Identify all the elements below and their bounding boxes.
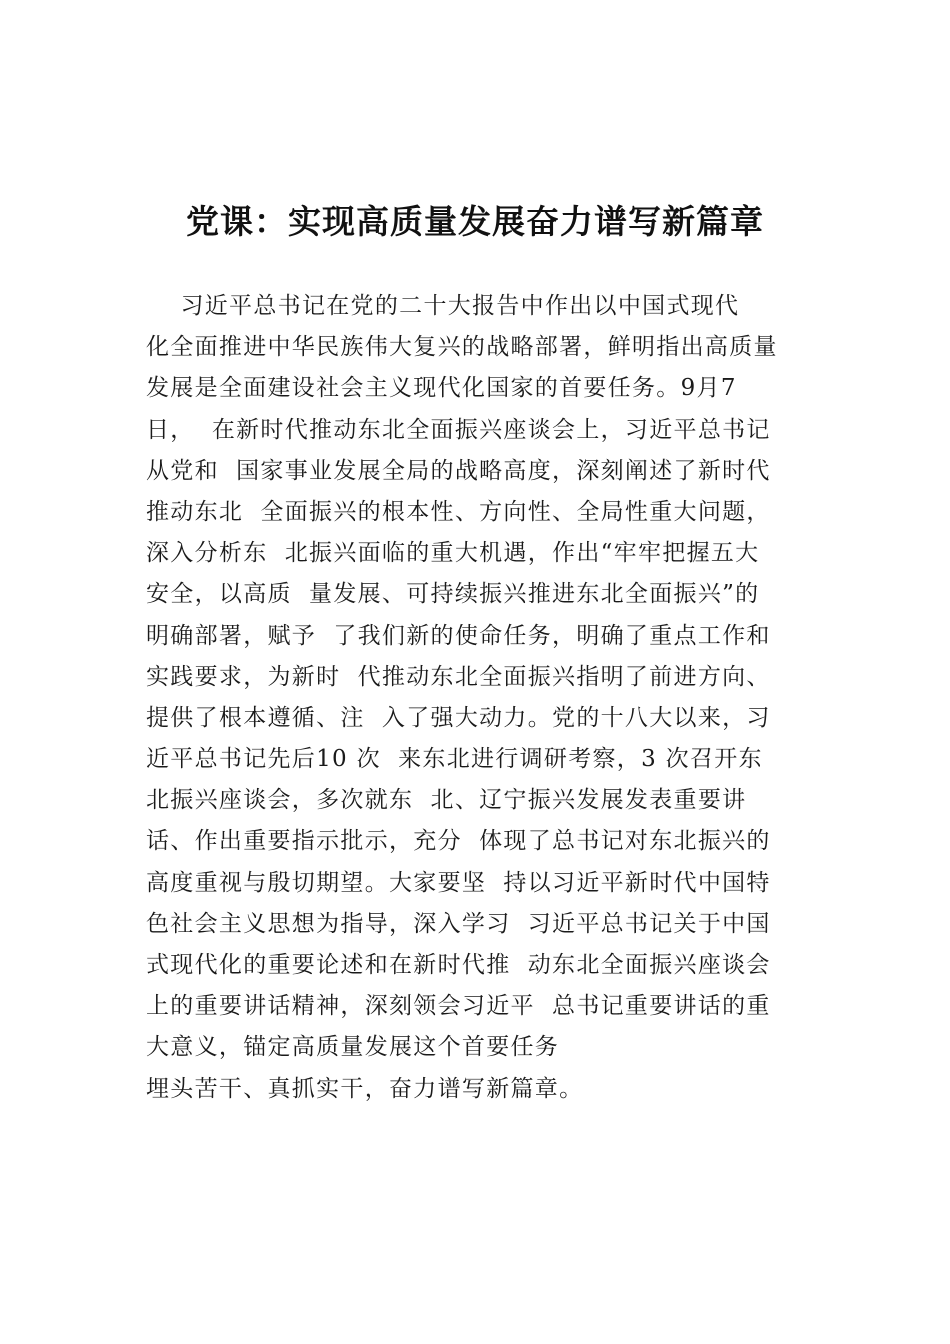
body-line: 推动东北 全面振兴的根本性、方向性、全局性重大问题， xyxy=(146,498,771,525)
body-line: 习近平总书记在党的二十大报告中作出以中国式现代 xyxy=(146,293,740,319)
body-line: 话、作出重要指示批示，充分 体现了总书记对东北振兴的 xyxy=(146,828,771,855)
document-title: 党课：实现高质量发展奋力谱写新篇章 xyxy=(186,202,764,241)
body-line: 色社会主义思想为指导，深入学习 习近平总书记关于中国 xyxy=(146,910,771,937)
body-line: 式现代化的重要论述和在新时代推 动东北全面振兴座谈会 xyxy=(146,952,771,978)
body-line: 发展是全面建设社会主义现代化国家的首要任务。9月7 xyxy=(146,375,737,402)
body-line: 上的重要讲话精神，深刻领会习近平 总书记重要讲话的重 xyxy=(146,993,771,1020)
body-line: 明确部署，赋予 了我们新的使命任务，明确了重点工作和 xyxy=(146,622,771,649)
body-line: 近平总书记先后10 次 来东北进行调研考察，3 次召开东 xyxy=(146,746,763,773)
body-line: 大意义，锚定高质量发展这个首要任务 xyxy=(146,1034,560,1061)
body-line: 日， 在新时代推动东北全面振兴座谈会上，习近平总书记 xyxy=(146,416,771,443)
body-line: 安全，以高质 量发展、可持续振兴推进东北全面振兴”的 xyxy=(146,581,760,608)
document-body xyxy=(146,286,826,1110)
body-line: 埋头苦干、真抓实干，奋力谱写新篇章。 xyxy=(146,1075,584,1102)
body-line: 高度重视与殷切期望。大家要坚 持以习近平新时代中国特 xyxy=(146,869,771,896)
body-line: 化全面推进中华民族伟大复兴的战略部署，鲜明指出高质量 xyxy=(146,334,778,361)
body-line: 北振兴座谈会，多次就东 北、辽宁振兴发展发表重要讲 xyxy=(146,787,747,814)
body-line: 提供了根本遵循、注 入了强大动力。党的十八大以来，习 xyxy=(146,704,771,731)
body-line: 深入分析东 北振兴面临的重大机遇，作出“牢牢把握五大 xyxy=(146,540,760,567)
body-line: 实践要求，为新时 代推动东北全面振兴指明了前进方向、 xyxy=(146,663,771,690)
body-line: 从党和 国家事业发展全局的战略高度，深刻阐述了新时代 xyxy=(146,457,771,484)
